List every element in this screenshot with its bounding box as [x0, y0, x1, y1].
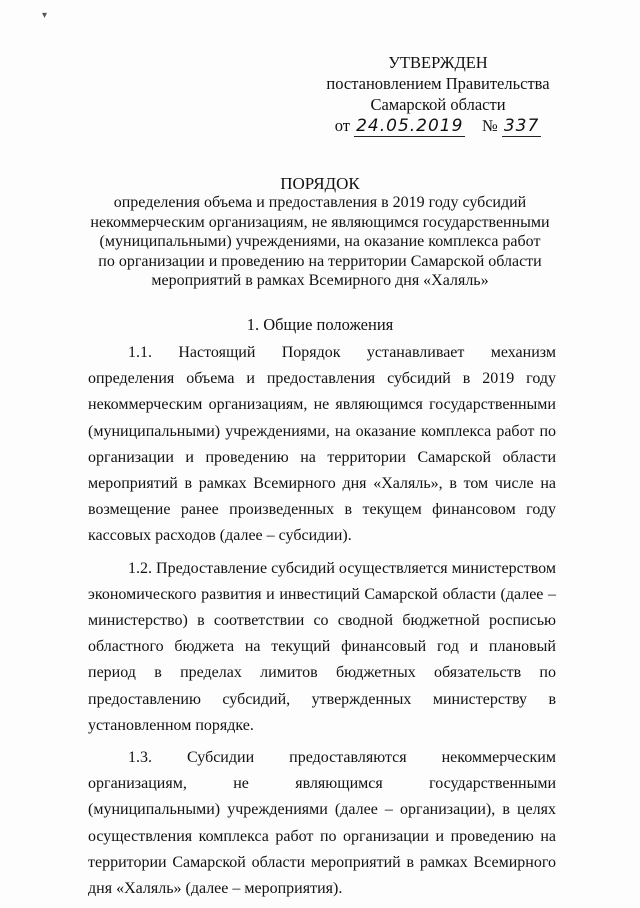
approval-stamp-block: [318, 52, 558, 137]
subtitle-line: некоммерческим организациям, не являющимся государственными: [90, 213, 550, 231]
date-prefix: от: [334, 116, 350, 135]
subtitle-line: мероприятий в рамках Всемирного дня «Халяль»: [151, 272, 489, 290]
paragraph-1-3: 1.3. Субсидии предоставляются некоммерческим организациям, не являющимся государственными (муниципальными) учреждениями (далее – организации), в целях осуществления комплекса работ по организации и проведению на территории Самарской области мероприятий в рамках Всемирного дня «Халяль» (далее – мероприятия).: [88, 749, 556, 898]
approval-heading: УТВЕРЖДЕН: [388, 53, 488, 72]
subtitle-line: (муниципальными) учреждениями, на оказание комплекса работ: [99, 233, 541, 251]
paragraph-1-1: 1.1. Настоящий Порядок устанавливает механизм определения объема и предоставления субсидий в 2019 году некоммерческим организациям, не являющимся государственными (муниципальными) учреждениями, на оказание комплекса работ по организации и проведению на территории Самарской области мероприятий в рамках Всемирного дня «Халяль», в том числе на возмещение ранее произведенных в текущем финансовом году кассовых расходов (далее – субсидии).: [88, 344, 556, 545]
paragraph-1-2: 1.2. Предоставление субсидий осуществляется министерством экономического развития и инвестиций Самарской области (далее – министерство) в соответствии со сводной бюджетной росписью областного бюджета на текущий финансовый год и плановый период в пределах лимитов бюджетных обязательств по предоставлению субсидий, утвержденных министерству в установленном порядке.: [88, 559, 556, 734]
document-body: [88, 340, 556, 908]
number-prefix: №: [481, 116, 498, 135]
document-title: ПОРЯДОК: [280, 174, 360, 193]
handwritten-date: 24.05.2019: [356, 116, 464, 136]
document-subtitle: [60, 193, 580, 291]
subtitle-line: определения объема и предоставления в 2019 году субсидий: [113, 194, 527, 211]
section-heading: 1. Общие положения: [246, 315, 394, 334]
subtitle-line: по организации и проведению на территории Самарской области: [98, 252, 542, 270]
approval-line-1: постановлением Правительства: [326, 74, 550, 93]
approval-date-number-line: [318, 115, 558, 137]
approval-line-2: Самарской области: [370, 95, 506, 114]
scan-mark: ▾: [42, 10, 48, 21]
handwritten-number: 337: [503, 116, 540, 136]
